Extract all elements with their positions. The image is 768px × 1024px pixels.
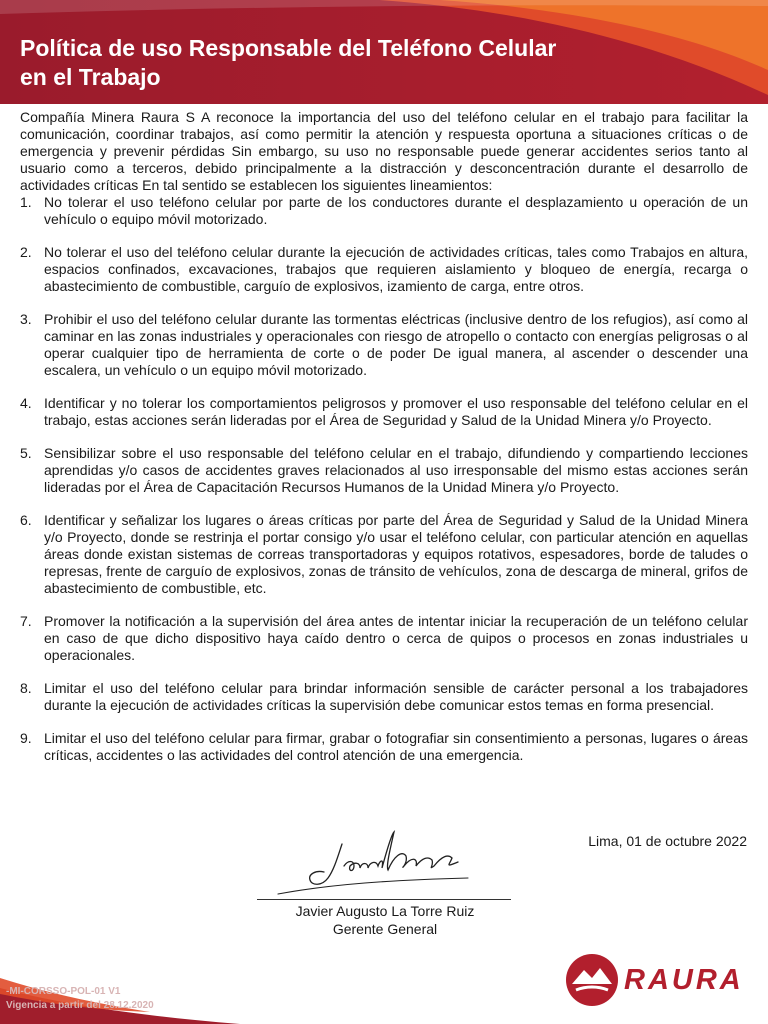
list-item: [20, 680, 748, 714]
list-item: [20, 512, 748, 597]
signer-role: Gerente General: [332, 921, 438, 937]
item-text: Identificar y señalizar los lugares o áreas críticas por parte del Área de Seguridad y Salud de la Unidad Minera y/o Proyecto, donde se restrinja el portar consigo y/o usar el teléfono celular, con particular atención en aquellas áreas donde existan sistemas de correas transportadoras y equipos rotativos, espesadores, borde de taludes o represas, frente de carguío de explosivos, zonas de tránsito de vehículos, zona de descarga de mineral, grifos de abastecimiento de combustible, etc.: [44, 512, 748, 596]
item-number: 7.: [20, 613, 32, 629]
intro-paragraph: Compañía Minera Raura S A reconoce la importancia del uso del teléfono celular en el trabajo para facilitar la comunicación, coordinar trabajos, así como permitir la atención y respuesta oportuna a situaciones críticas o de emergencia y prevenir pérdidas Sin embargo, su uso no responsable puede generar accidentes serios tanto al usuario como a terceros, debido principalmente a la distracción y desconcentración durante el desarrollo de actividades críticas En tal sentido se establecen los siguientes lineamientos:: [20, 109, 748, 193]
item-text: Identificar y no tolerar los comportamientos peligrosos y promover el uso responsable del teléfono celular en el trabajo, estas acciones serán lideradas por el Área de Seguridad y Salud de la Unidad Minera y/o Proyecto.: [44, 395, 748, 428]
item-number: 9.: [20, 730, 32, 746]
signer-name: Javier Augusto La Torre Ruiz: [295, 903, 475, 919]
policy-list: [20, 194, 748, 764]
policy-body: [20, 109, 748, 780]
page-title: [20, 34, 720, 92]
place-date: Lima, 01 de octubre 2022: [588, 833, 747, 849]
list-item: [20, 244, 748, 295]
footer-code: [6, 985, 154, 1013]
item-text: No tolerar el uso teléfono celular por parte de los conductores durante el desplazamiento u operación de un vehículo o equipo móvil motorizado.: [44, 194, 748, 227]
item-number: 8.: [20, 680, 32, 696]
list-item: [20, 730, 748, 764]
item-number: 3.: [20, 311, 32, 327]
signer-block: [220, 902, 550, 938]
title-line-1: Política de uso Responsable del Teléfono Celular: [20, 35, 557, 61]
item-number: 4.: [20, 395, 32, 411]
signature-image: [272, 826, 472, 898]
list-item: [20, 445, 748, 496]
item-number: 6.: [20, 512, 32, 528]
title-line-2: en el Trabajo: [20, 64, 161, 90]
list-item: [20, 194, 748, 228]
signature-line: [257, 899, 511, 900]
item-text: Promover la notificación a la supervisión del área antes de intentar iniciar la recuperación de un teléfono celular en caso de que dicho dispositivo haya caído dentro o cerca de quipos o procesos en zonas industriales u operacionales.: [44, 613, 748, 663]
footer-line-2: Vigencia a partir del 28.12.2020: [6, 1000, 154, 1011]
item-number: 5.: [20, 445, 32, 461]
item-number: 2.: [20, 244, 32, 260]
list-item: [20, 395, 748, 429]
item-text: Prohibir el uso del teléfono celular durante las tormentas eléctricas (inclusive dentro de los refugios), así como al caminar en las zonas industriales y operacionales con riesgo de atropello o contacto con energías peligrosas o al operar cualquier tipo de herramienta de corte o de poder De igual manera, al ascender o descender una escalera, un vehículo o un equipo móvil motorizado.: [44, 311, 748, 378]
logo-text: RAURA: [624, 964, 744, 996]
item-text: No tolerar el uso del teléfono celular durante la ejecución de actividades críticas, tales como Trabajos en altura, espacios confinados, excavaciones, trabajos que requieren aislamiento y bloqueo de energía, recarga o abastecimiento de combustible, carguío de explosivos, izamiento de carga, entre otros.: [44, 244, 748, 294]
item-number: 1.: [20, 194, 32, 210]
item-text: Limitar el uso del teléfono celular para firmar, grabar o fotografiar sin consentimiento a personas, lugares o áreas críticas, accidentes o las actividades del control atención de una emergencia.: [44, 730, 748, 763]
list-item: [20, 311, 748, 379]
item-text: Sensibilizar sobre el uso responsable del teléfono celular en el trabajo, difundiendo y compartiendo lecciones aprendidas y/o casos de accidentes graves relacionados al uso irresponsable del mismo estas acciones serán lideradas por el Área de Capacitación Recursos Humanos de la Unidad Minera y/o Proyecto.: [44, 445, 748, 495]
item-text: Limitar el uso del teléfono celular para brindar información sensible de carácter personal a los trabajadores durante la ejecución de actividades críticas la supervisión debe comunicar estos temas en forma presencial.: [44, 680, 748, 713]
header-banner: [0, 0, 768, 104]
list-item: [20, 613, 748, 664]
footer-line-1: -MI-CORSSO-POL-01 V1: [6, 986, 121, 997]
